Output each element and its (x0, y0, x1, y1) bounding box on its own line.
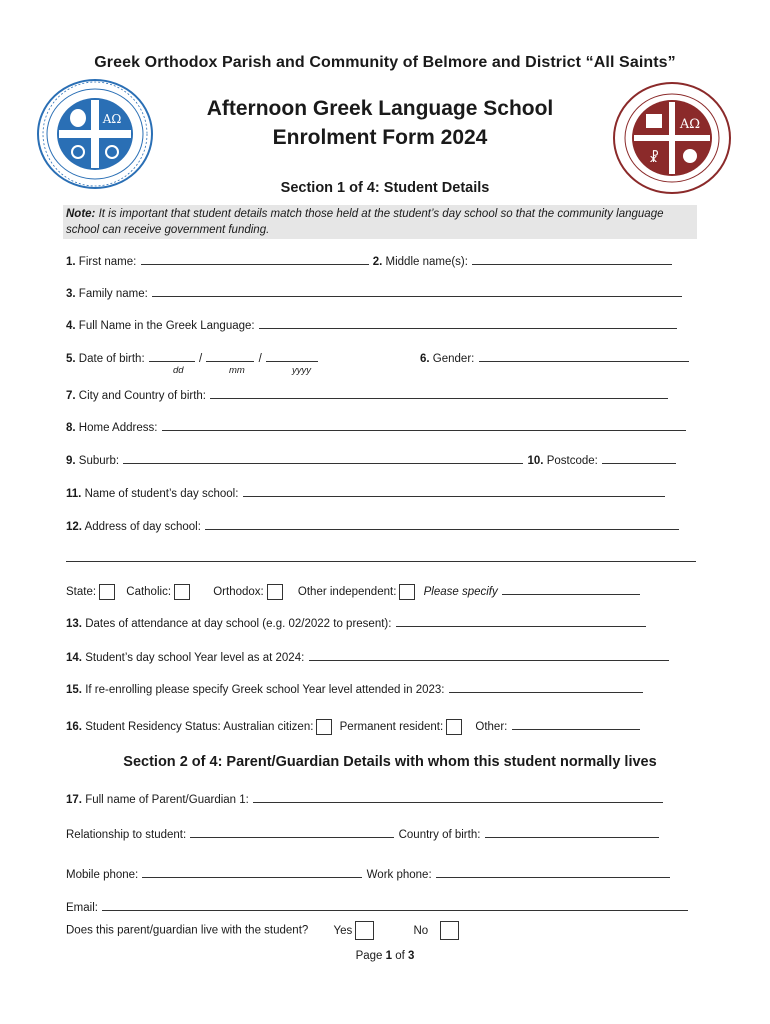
no-checkbox[interactable] (440, 921, 459, 940)
field-10-number: 10. (527, 455, 544, 467)
form-title (160, 94, 600, 152)
work-phone-label: Work phone: (366, 869, 432, 881)
svg-text:ΑΩ: ΑΩ (102, 112, 122, 126)
dob-year-field[interactable] (266, 349, 318, 362)
page-number: 1 (385, 950, 393, 962)
page-prefix: Page (355, 950, 386, 962)
suburb-field[interactable] (123, 451, 523, 464)
field-5-number: 5. (66, 353, 76, 365)
dob-label: Date of birth: (78, 353, 145, 365)
residency-row (66, 717, 641, 733)
birthplace-row (66, 386, 669, 402)
day-school-label: Name of student’s day school: (84, 488, 239, 500)
dob-row (66, 349, 319, 365)
work-phone-field[interactable] (436, 865, 670, 878)
postcode-field[interactable] (602, 451, 676, 464)
birthplace-field[interactable] (210, 386, 668, 399)
home-address-row (66, 418, 687, 434)
school-address-label: Address of day school: (84, 521, 201, 533)
dob-separator: / (258, 353, 262, 365)
catholic-checkbox[interactable] (174, 584, 190, 600)
country-label: Country of birth: (398, 829, 481, 841)
first-name-label: First name: (78, 256, 137, 268)
permanent-resident-label: Permanent resident: (339, 721, 444, 733)
archdiocese-seal-logo (612, 82, 732, 194)
svg-text:ΑΩ: ΑΩ (679, 117, 701, 132)
field-9-number: 9. (66, 455, 76, 467)
section-1-heading: Section 1 of 4: Student Details (280, 180, 490, 196)
lives-with-question: Does this parent/guardian live with the student? (66, 924, 309, 937)
svg-text:☧: ☧ (648, 151, 660, 166)
parent-name-field[interactable] (253, 790, 663, 803)
phone-row (66, 865, 671, 881)
school-address-row (66, 517, 680, 533)
catholic-label: Catholic: (126, 586, 172, 598)
field-15-number: 15. (66, 684, 82, 696)
mobile-label: Mobile phone: (66, 869, 139, 881)
state-label: State: (66, 586, 97, 598)
greek-name-label: Full Name in the Greek Language: (78, 320, 255, 332)
year-level-row (66, 648, 670, 664)
other-independent-label: Other independent: (297, 586, 397, 598)
field-17-number: 17. (66, 794, 82, 806)
field-16-number: 16. (66, 721, 82, 733)
home-address-label: Home Address: (78, 422, 158, 434)
middle-name-field[interactable] (472, 252, 672, 265)
dob-separator: / (199, 353, 203, 365)
note-text: It is important that student details match those held at the student’s day school so that the community language school can receive government funding. (66, 208, 664, 236)
lives-with-row (66, 921, 461, 937)
other-residency-label: Other: (475, 721, 508, 733)
field-14-number: 14. (66, 652, 82, 664)
school-address-field[interactable] (205, 517, 679, 530)
email-field[interactable] (102, 898, 688, 911)
family-name-field[interactable] (152, 284, 682, 297)
suburb-label: Suburb: (78, 455, 120, 467)
parish-name: Greek Orthodox Parish and Community of Belmore and District “All Saints” (94, 54, 676, 71)
yes-label: Yes (333, 924, 353, 937)
australian-citizen-checkbox[interactable] (316, 719, 332, 735)
page-indicator (0, 950, 770, 962)
family-name-row (66, 284, 683, 300)
first-name-row (66, 252, 673, 268)
residency-label: Student Residency Status: Australian citizen: (85, 721, 314, 733)
field-13-number: 13. (66, 618, 82, 630)
parent-name-label: Full name of Parent/Guardian 1: (85, 794, 249, 806)
page-total: 3 (408, 950, 415, 962)
day-school-field[interactable] (243, 484, 665, 497)
greek-name-field[interactable] (259, 316, 677, 329)
field-1-number: 1. (66, 256, 76, 268)
school-type-row (66, 582, 641, 598)
attendance-dates-label: Dates of attendance at day school (e.g. 02/2022 to present): (85, 618, 392, 630)
field-4-number: 4. (66, 320, 76, 332)
postcode-label: Postcode: (546, 455, 598, 467)
parent-name-row (66, 790, 664, 806)
field-12-number: 12. (66, 521, 82, 533)
attendance-dates-row (66, 614, 647, 630)
birthplace-label: City and Country of birth: (78, 390, 206, 402)
relationship-row (66, 825, 660, 841)
yes-checkbox[interactable] (355, 921, 374, 940)
field-2-number: 2. (372, 256, 383, 268)
gender-field[interactable] (479, 349, 689, 362)
dob-mm-hint: mm (229, 365, 245, 376)
dob-day-field[interactable] (149, 349, 195, 362)
orthodox-checkbox[interactable] (267, 584, 283, 600)
school-address-line-2[interactable] (66, 561, 696, 562)
section-2-heading: Section 2 of 4: Parent/Guardian Details with whom this student normally lives (123, 754, 657, 770)
field-6-number: 6. (420, 353, 430, 365)
dob-yyyy-hint: yyyy (292, 365, 311, 376)
relationship-label: Relationship to student: (66, 829, 187, 841)
year-level-label: Student’s day school Year level as at 2024: (85, 652, 305, 664)
year-level-field[interactable] (309, 648, 669, 661)
permanent-resident-checkbox[interactable] (446, 719, 462, 735)
page-of: of (392, 950, 409, 962)
greek-year-level-field[interactable] (449, 680, 643, 693)
state-checkbox[interactable] (99, 584, 115, 600)
please-specify-label: Please specify (423, 586, 498, 598)
first-name-field[interactable] (141, 252, 369, 265)
no-label: No (413, 924, 429, 937)
school-crest-logo (36, 78, 154, 190)
family-name-label: Family name: (78, 288, 148, 300)
field-7-number: 7. (66, 390, 76, 402)
gender-label: Gender: (432, 353, 475, 365)
mobile-field[interactable] (142, 865, 362, 878)
title-line-2: Enrolment Form 2024 (272, 126, 488, 149)
orthodox-label: Orthodox: (213, 586, 264, 598)
dob-dd-hint: dd (173, 365, 184, 376)
day-school-row (66, 484, 666, 500)
field-8-number: 8. (66, 422, 76, 434)
relationship-field[interactable] (190, 825, 394, 838)
country-field[interactable] (485, 825, 659, 838)
dob-month-field[interactable] (206, 349, 254, 362)
note-label: Note: (66, 208, 96, 220)
greek-year-level-label: If re-enrolling please specify Greek school Year level attended in 2023: (85, 684, 445, 696)
other-residency-field[interactable] (512, 717, 640, 730)
gender-row (420, 349, 690, 365)
greek-year-level-row (66, 680, 644, 696)
email-row (66, 898, 689, 914)
attendance-dates-field[interactable] (396, 614, 646, 627)
funding-note (63, 205, 697, 239)
middle-name-label: Middle name(s): (385, 256, 468, 268)
email-label: Email: (66, 902, 98, 914)
field-3-number: 3. (66, 288, 76, 300)
please-specify-field[interactable] (502, 582, 640, 595)
other-independent-checkbox[interactable] (399, 584, 415, 600)
greek-name-row (66, 316, 678, 332)
home-address-field[interactable] (162, 418, 686, 431)
suburb-row (66, 451, 677, 467)
field-11-number: 11. (66, 488, 82, 500)
title-line-1: Afternoon Greek Language School (206, 97, 554, 120)
